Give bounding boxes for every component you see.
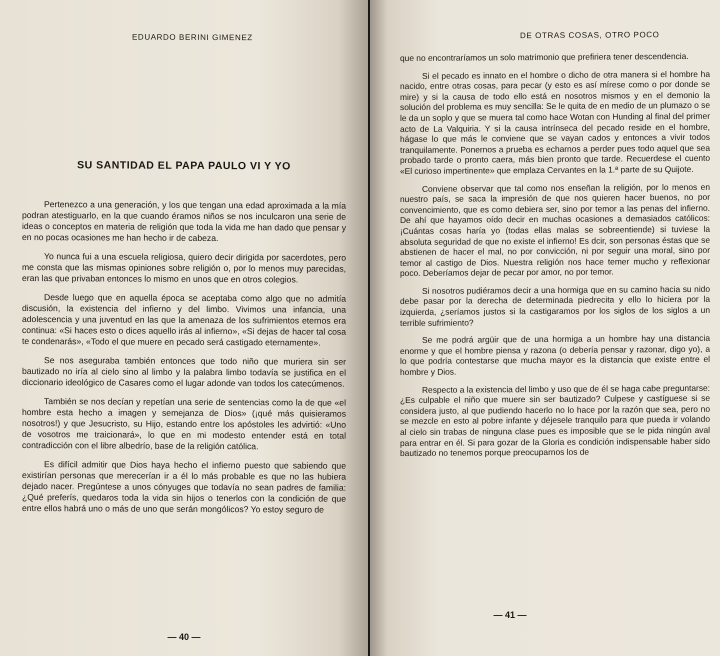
right-page (370, 0, 720, 656)
running-head-title: DE OTRAS COSAS, OTRO POCO (520, 30, 660, 41)
paragraph: que no encontraríamos un solo matrimonio que prefiriera tener descendencia. (400, 50, 689, 63)
paragraph: Yo nunca fui a una escuela religiosa, quiero decir dirigida por sacerdotes, pero me consta que las mismas opiniones sobre religión o, por lo menos muy parecidas, eran las que privaban entonces lo mismo en unos que en otros colegios. (22, 251, 346, 285)
paragraph: Es difícil admitir que Dios haya hecho el infierno puesto que sabiendo que existirían personas que merecerían ir a él lo más probable es que no las hubiera dejado nacer. Pregúntese a unos cónyuges que todavía no sean padres de familia: ¿Qué preferís, quedaros toda la vida sin hijos o tenerlos con la condición de que entre ellos habrá uno o más de uno que serán mongólicos? Yo estoy seguro de (22, 459, 346, 515)
paragraph: Se nos aseguraba también entonces que todo niño que muriera sin ser bautizado no iría al cielo sino al limbo y la palabra limbo todavía se justifica en el diccionario ideológico de Casares como el lugar adonde van todos los catecúmenos. (22, 355, 346, 389)
paragraph: Respecto a la existencia del limbo y uso que de él se haga cabe preguntarse: ¿Es culpable el niño que muere sin ser bautizado? Culpese y castíguese si se considera justo, al que pudiendo hacerlo no lo hace por la razón que sea, pero no se mezcle en esto al pobre infante y déjesele tranquilo para que pueda ir volando al cielo sin trabas de ninguna clase pues es imposible que se le pida ningún aval para entrar en él. Si para gozar de la Gloria es condición indispensable haber sido bautizado no tenemos porque preocuparnos los de (400, 382, 710, 459)
paragraph: Si el pecado es innato en el hombre o dicho de otra manera si el hombre ha nacido, entre otras cosas, para pecar (y esto es así mírese como o por donde se mire) y si la causa de todo ello está en nosotros mismos y en el demonio la solución del problema es muy sencilla: Se le quita de en medio de un plumazo o se le da un soplo y que se muera tal como hace Wotan con Hunding al final del primer acto de La Valquiria. Y si la causa intrínseca del pecado reside en el hombre, hágase lo que más le conviene que se vayan cados y entonces a vivir todos tranquilamente. Ponernos a prueba es echarnos a perder pues todo aquel que sea probado tarde o pronto caera, más bien pronto que tarde. Recuerdese el cuento «El curioso impertinente» que emplaza Cervantes en la 1.ª parte de su Quijote. (400, 68, 710, 176)
running-head-author: EDUARDO BERINI GIMENEZ (132, 32, 253, 43)
paragraph: Conviene observar que tal como nos enseñan la religión, por lo menos en nuestro país, se saca la impresión de que nos quieren hacer buenos, no por convencimiento, que es como debiera ser, sino por temor a las penas del infierno. De ahí que hayamos oído decir en muchas ocasiones a demasiados católicos: ¡Cuántas cosas haría yo (todas ellas malas se sobreentiende) si tuviese la absoluta seguridad de que no existe el infierno! Es dcir, son personas éstas que se abstienen de hacer el mal, no por convicción, ni por seguir una moral, sino por temor al castigo de Dios. Nuestra religión nos hace temer mucho y reflexionar poco. Deberíamos dejar de pecar por amor, no por temor. (400, 181, 710, 279)
paragraph: Desde luego que en aquella época se aceptaba como algo que no admitía discusión, la existencia del infierno y del limbo. Vivimos una infancia, una adolescencia y una juventud en las que la amenaza de los sufrimientos eternos era continua: «Si haces esto o dices aquello irás al infierno», «Si dejas de hacer tal cosa te condenarás», «Todo el que muere en pecado será castigado eternamente». (22, 292, 346, 348)
right-page-content (400, 30, 710, 459)
paragraph: Pertenezco a una generación, y los que tengan una edad aproximada a la mía podran atestiguarlo, en la que cuando éramos niños se nos inculcaron una serie de ideas o conceptos en materia de religión que toda la vida me han dado que pensar y en no pocas ocasiones me han hecho ir de cabeza. (22, 199, 346, 244)
page-number: — 41 — (493, 610, 527, 620)
chapter-title: SU SANTIDAD EL PAPA PAULO VI Y YO (77, 159, 291, 173)
paragraph: Si nosotros pudiéramos decir a una hormiga que en su camino hacia su nido debe pasar por la derecha de determinada piedrecita y ello lo hiciera por la izquierda, ¿seríamos justos si la castigaramos por los siglos de los siglos a un terrible sufrimiento? (400, 283, 710, 328)
page-number: — 40 — (167, 632, 201, 642)
left-page-content (22, 32, 346, 516)
paragraph: También se nos decían y repetían una serie de sentencias como la de que «el hombre esta hecho a imagen y semejanza de Dios» (¡qué más quisieramos nosotros!) y que Jesucristo, su Hijo, estando entre los apóstoles les advirtió: «Uno de vosotros me traicionará», lo que en mi modesto entender está en total contradicción con el libre albedrío, base de la religión católica. (22, 396, 346, 452)
paragraph: Se me podrá argüir que de una hormiga a un hombre hay una distancia enorme y que el hombre piensa y razona (o debería pensar y razonar, digo yo), a lo que podría contestarse que mucha mayor es la distancia que existe entre el hombre y Dios. (400, 333, 710, 378)
